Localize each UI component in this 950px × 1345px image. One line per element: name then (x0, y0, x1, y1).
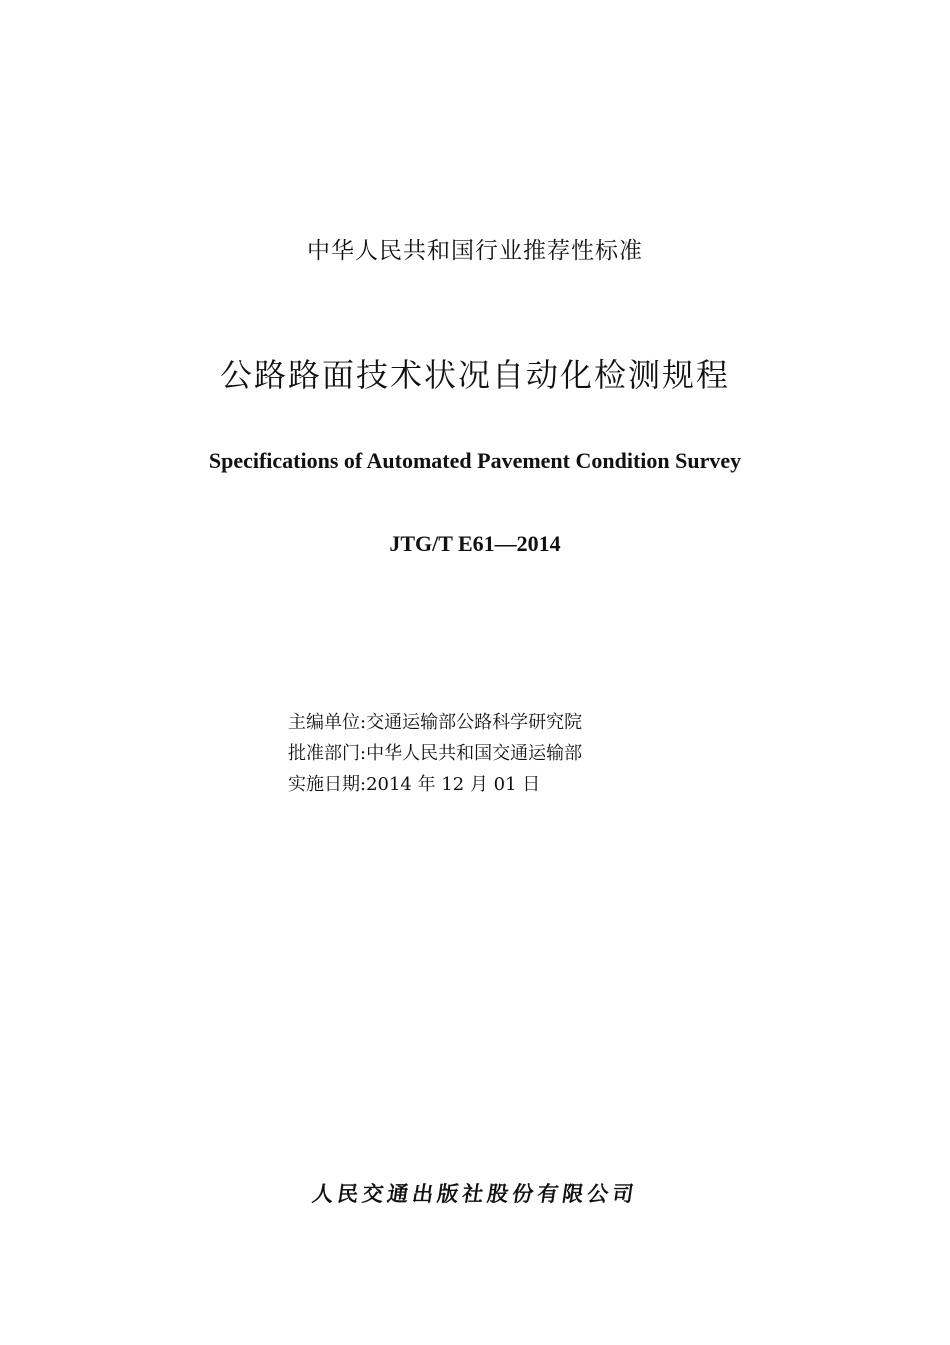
effective-date: 实施日期:2014 年 12 月 01 日 (288, 774, 541, 795)
editor-unit: 主编单位:交通运输部公路科学研究院 (288, 712, 583, 733)
document-title-chinese: 公路路面技术状况自动化检测规程 (219, 356, 730, 394)
standard-series-label: 中华人民共和国行业推荐性标准 (307, 238, 643, 264)
publisher-name: 人民交通出版社股份有限公司 (310, 1181, 640, 1206)
approving-department: 批准部门:中华人民共和国交通运输部 (288, 743, 583, 764)
document-title-english: Specifications of Automated Pavement Condition Survey (208, 448, 742, 473)
standard-info-block (288, 707, 582, 800)
standard-code: JTG/T E61—2014 (389, 531, 561, 556)
